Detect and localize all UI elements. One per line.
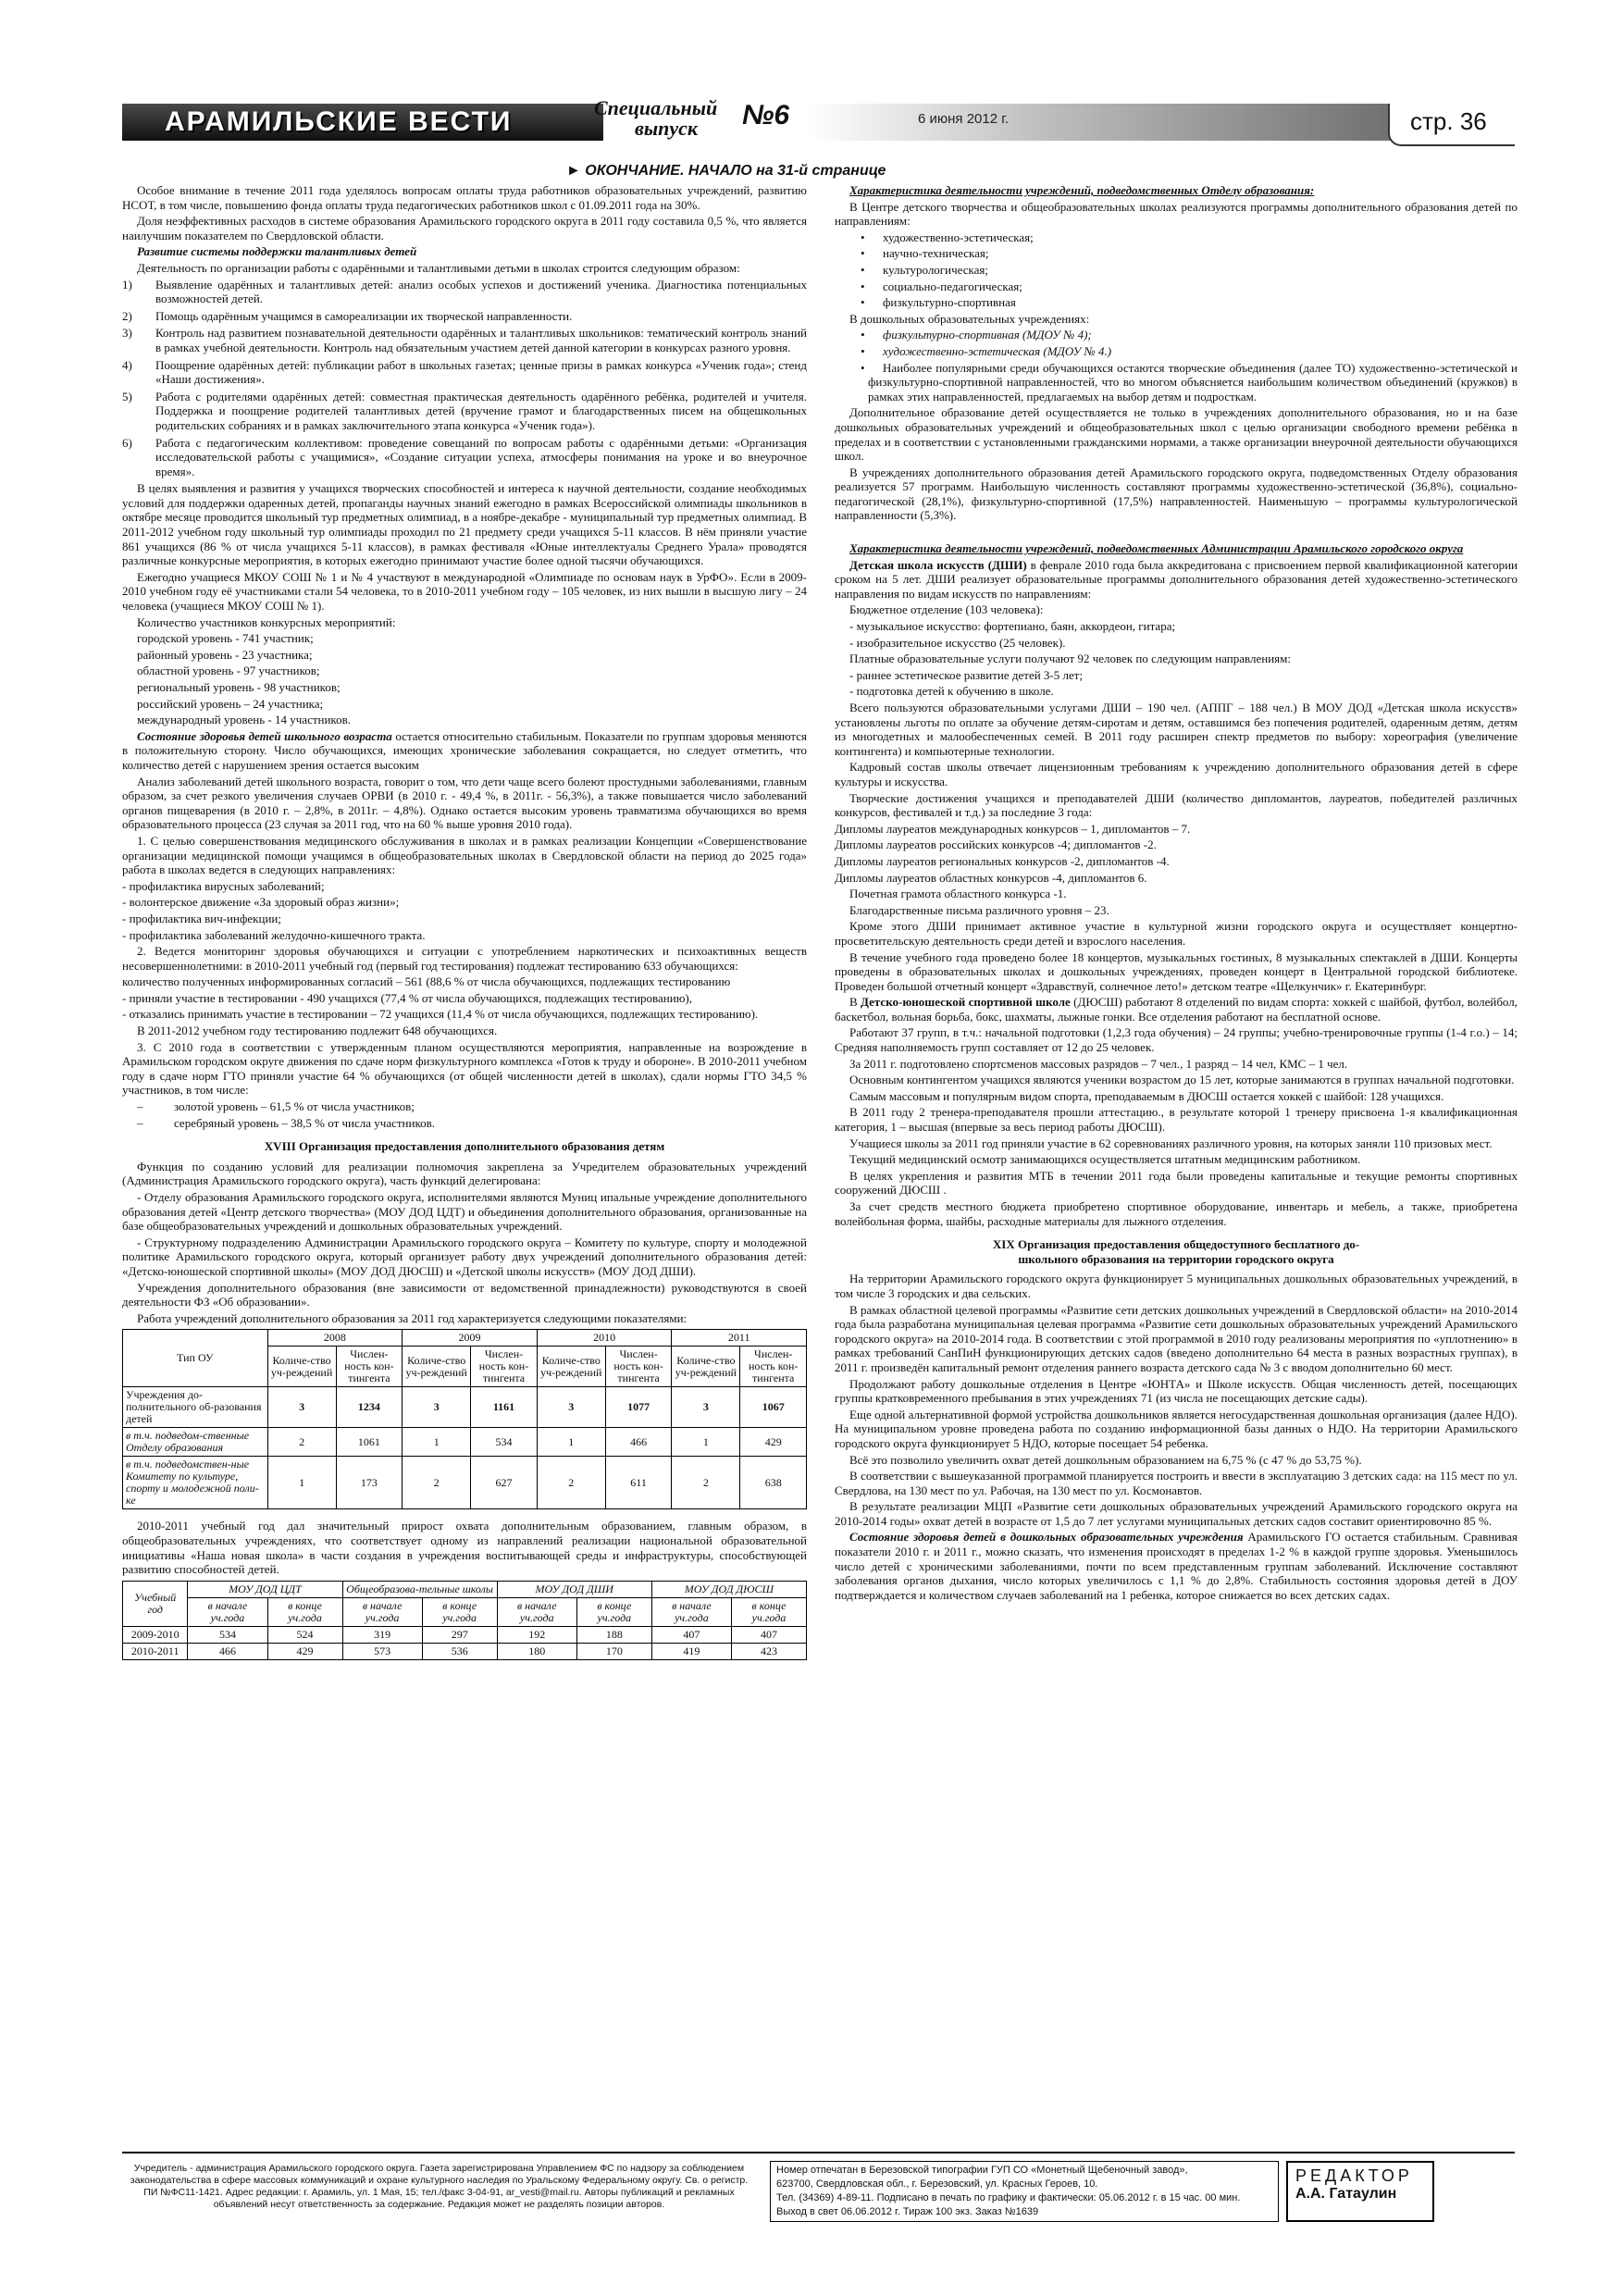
paragraph: Детская школа искусств (ДШИ) в феврале 2010 года была аккредитована с присвоением первой квалификационной категории сроком на 5 лет. ДШИ реализует образовательные программы дополнительного образования детей художественно-эстетического направления по видам искусств по направлениям: (835, 557, 1518, 601)
paragraph: В учреждениях дополнительного образования детей Арамильского городского округа, подведомственных Отделу образования реализуется 57 программ. Наибольшую численность составляют программы художественно-эстетической (36,8%), социально-педагогической (28,1%), физкультурно-спортивной (17,5%) направленностей. Наименьшую – программы культурологической направленности (5,3%). (835, 465, 1518, 523)
table-header: 2011 (672, 1330, 807, 1347)
table-header: в конце уч.года (267, 1597, 342, 1626)
dshi-line: - подготовка детей к обучению в школе. (849, 684, 1054, 699)
paragraph: Дополнительное образование детей осуществляется не только в учреждениях дополнительного образования, но и на базе дошкольных образовательных учреждений и общеобразовательных школ с целью организации свободного времени ребёнка в пределах и в соответствии с установленными гражданскими нормами, а также организации внеурочной деятельности обучающихся школ. (835, 405, 1518, 464)
paragraph: Основным контингентом учащихся являются ученики возрастом до 15 лет, которые занимаются в группах начальной подготовки. (849, 1073, 1515, 1087)
paragraph: Учреждения дополнительного образования (вне зависимости от ведомственной принадлежности) руководствуются в своей деятельности ФЗ «Об образовании». (122, 1280, 807, 1309)
inline-heading: Состояние здоровья детей в дошкольных образовательных учреждения (849, 1530, 1244, 1545)
coverage-table (122, 1581, 807, 1660)
paragraph: Функция по созданию условий для реализации полномочия закреплена за Учредителем образовательных учреждений (Администрация Арамильского городского округа), часть функций делегирована: (122, 1159, 807, 1188)
med-line: - профилактика вирусных заболеваний; (122, 878, 325, 893)
med-line: - профилактика вич-инфекции; (122, 911, 281, 925)
paragraph: Текущий медицинский осмотр занимающихся осуществляется штатным медицинским работником. (849, 1152, 1361, 1167)
gto-line: – золотой уровень – 61,5 % от числа участников; (137, 1099, 415, 1114)
inline-heading: Детско-юношеской спортивной школе (861, 995, 1071, 1010)
table-header: Числен-ность кон-тингента (336, 1347, 403, 1387)
paragraph: Анализ заболеваний детей школьного возраста, говорит о том, что дети чаще всего болеют простудными заболеваниями, главным образом, за счет резкого увеличения случаев ОРВИ (в 2010 г. - 49,4 %, в 2011г. - 56,3%), а также повышается число заболеваний органов пищеварения (в 2010 г. – 2,8%, в 2011г. – 4,8%). Однако остается высоким уровень травматизма обучающихся во время образовательного процесса (23 случая за 2011 год, что на 60 % выше уровня 2010 года). (122, 774, 807, 832)
paragraph: В течение учебного года проведено более 18 концертов, музыкальных гостиных, 8 музыкальных спектаклей в ДШИ. Концерты проведены в образовательных школах и дошкольных учреждениях, проведен концерт в Центральной городской библиотеке. Проведен большой отчетный концерт «Здравствуй, солнечное лето!» детском театре «Щелкунчик» г. Екатеринбург. (835, 949, 1518, 993)
issue-number: №6 (742, 100, 790, 130)
gto-line: – серебряный уровень – 38,5 % от числа участников. (137, 1115, 436, 1130)
print-info: Номер отпечатан в Березовской типографии ГУП СО «Монетный Щебеночный завод», 623700, Свердловская обл., г. Березовский, ул. Красных Героев, 10. Тел. (34369) 4-89-11. Подписано в печать по графику и фактически: 05.06.2012 г. в 15 час. 00 мин. Выход в свет 06.06.2012 г. Тираж 100 экз. Заказ №1639 (770, 2161, 1279, 2222)
paragraph: В 2011-2012 учебном году тестированию подлежит 648 обучающихся. (137, 1024, 498, 1038)
paragraph: Работа учреждений дополнительного образования за 2011 год характеризуется следующими показателями: (137, 1310, 688, 1325)
table-row: в т.ч. подведом-ственные Отделу образования 2 1061 1 534 1 466 1 429 (123, 1428, 807, 1457)
editor-name: А.А. Гатаулин (1295, 2186, 1397, 2202)
test-line: количество полученных информированных согласий – 561 (88,6 % от числа обучающихся, подлежащих тестированию (122, 974, 731, 989)
special-issue-line1: Специальный (594, 96, 718, 119)
section-heading: Характеристика деятельности учреждений, подведомственных Отделу образования: (849, 183, 1315, 197)
med-line: - профилактика заболеваний желудочно-кишечного тракта. (122, 927, 426, 942)
paragraph: Доля неэффективных расходов в системе образования Арамильского городского округа в 2011 году составила 0,5 %, что является наилучшим показателем по Свердловской области. (122, 214, 807, 242)
bullet-item: • физкультурно-спортивная (МДОУ № 4); (835, 328, 1518, 342)
section-heading: Развитие системы поддержки талантливых детей (137, 244, 417, 259)
table-header: МОУ ДОД ЦДТ (188, 1581, 342, 1597)
table-header: Количе-ство уч-реждений (267, 1347, 336, 1387)
masthead (122, 96, 1515, 141)
table-header: в начале уч.года (342, 1597, 422, 1626)
table-header: в начале уч.года (188, 1597, 267, 1626)
table-header: Числен-ность кон-тингента (605, 1347, 672, 1387)
paragraph: В Центре детского творчества и общеобразовательных школах реализуются программы дополнительного образования детей по направлениям: (835, 199, 1518, 229)
table-row: 2010-2011 466 429 573 536 180 170 419 423 (123, 1643, 807, 1659)
paragraph: 1. С целью совершенствования медицинского обслуживания в школах и в рамках реализации Концепции «Совершенствование организации медицинской помощи учащимся в общеобразовательных школах в Свердловской области на период до 2025 года» работа в школах ведется в следующих направлениях: (122, 833, 807, 877)
table-header: МОУ ДОД ДШИ (497, 1581, 651, 1597)
table-header: 2009 (403, 1330, 538, 1347)
list-item: 6) Работа с педагогическим коллективом: проведение совещаний по вопросам работы с одарёнными детьми: «Организация исследовательской работы с учащимися», «Создание ситуации успеха, атмосферы понимания на уроке и во внеурочное время». (122, 435, 807, 478)
table-header: в конце уч.года (422, 1597, 497, 1626)
talent-list (122, 278, 807, 479)
award-line: Дипломы лауреатов российских конкурсов -4; дипломантов -2. (835, 838, 1157, 852)
table-header: в начале уч.года (497, 1597, 576, 1626)
table-header: Общеобразова-тельные школы (342, 1581, 497, 1597)
table-header: 2008 (267, 1330, 403, 1347)
table-header: в начале уч.года (651, 1597, 731, 1626)
count-line: городской уровень - 741 участник; (137, 631, 314, 646)
section-heading: Характеристика деятельности учреждений, подведомственных Администрации Арамильского городского округа (849, 541, 1464, 556)
paragraph: Деятельность по организации работы с одарёнными и талантливыми детьми в школах строится следующим образом: (137, 260, 740, 275)
bullet-item: • физкультурно-спортивная (835, 295, 1518, 310)
award-line: Дипломы лауреатов международных конкурсов – 1, дипломантов – 7. (835, 821, 1191, 836)
footer (122, 2152, 1515, 2228)
count-line: российский уровень – 24 участника; (137, 696, 324, 711)
table-header: Числен-ность кон-тингента (740, 1347, 807, 1387)
page-number: стр. 36 (1410, 107, 1487, 135)
dshi-line: Платные образовательные услуги получают 92 человек по следующим направлениям: (849, 652, 1291, 666)
table-header: Количе-ство уч-реждений (403, 1347, 471, 1387)
table-header: Тип ОУ (123, 1330, 268, 1387)
table-header: Учебный год (123, 1581, 188, 1626)
founder-info: Учредитель - администрация Арамильского городского округа. Газета зарегистрирована Управлением ФС по надзору за соблюдением законодательства в сфере массовых коммуникаций и охране культурного наследия по Уральскому Федеральному округу. Св. о регистр. ПИ №ФС11-1421. Адрес редакции: г. Арамиль, ул. 1 Мая, 15; тел./факс 3-04-91, ar_vesti@mail.ru. Авторы публикаций и рекламных объявлений несут ответственность за содержание. Редакция может не разделять позиции авторов. (130, 2163, 749, 2210)
paragraph: В рамках областной целевой программы «Развитие сети детских дошкольных учреждений в Свердловской области» на 2010-2014 года была разработана муниципальная целевая программа «Развитие сети дошкольных образовательных учреждений Арамильского городского округа» на 2010-2014 года. В соответствии с этой программой в 2010 году реализованы мероприятия по «уплотнению» в рамках требований СанПиН функционирующих детских садов (введено дополнительно 64 места в разных возрастных группах), в 2011 г. произведён капитальный ремонт отделения раннего возраста детского сада № 3 с вводом дополнительно 60 мест. (835, 1302, 1518, 1374)
paragraph: За счет средств местного бюджета приобретено спортивное оборудование, инвентарь и мебель, а также, приобретена волейбольная форма, шайбы, расходные материалы для лыжного отделения. (835, 1199, 1518, 1228)
table-header: 2010 (537, 1330, 672, 1347)
spacer (835, 525, 1518, 541)
bullet-item: • Наиболее популярными среди обучающихся остаются творческие объединения (далее ТО) художественно-эстетической и физкультурно-спортивной направленностей, что во многом объясняется наибольшим количеством объединений (кружков) в рамках этих направленностей, предлагаемых на выбор детям и подросткам. (835, 361, 1518, 404)
award-line: Дипломы лауреатов областных конкурсов -4, дипломантов 6. (835, 870, 1147, 885)
list-item: 3) Контроль над развитием познавательной деятельности одарённых и талантливых школьников: тематический контроль знаний в рамках учебной деятельности. Контроль над обязательным участием детей данной категории в конкурсах разного уровня. (122, 326, 807, 354)
paragraph: Продолжают работу дошкольные отделения в Центре «ЮНТА» и Школе искусств. Общая численность детей, посещающих группы кратковременного пребывания в этих учреждениях 71 (из числа не посещающих детские сады). (835, 1376, 1518, 1406)
paragraph: 2010-2011 учебный год дал значительный прирост охвата дополнительным образованием, главным образом, в общеобразовательных учреждениях, что соответствует одному из направлений реализации национальной образовательной инициативы «Наша новая школа» в части создания в учреждения воспитывающей среды и инфраструктуры, способствующей развитию способностей детей. (122, 1519, 807, 1577)
paragraph: В Детско-юношеской спортивной школе (ДЮСШ) работают 8 отделений по видам спорта: хоккей с шайбой, футбол, волейбол, баскетбол, вольная борьба, бокс, шахматы, лыжные гонки. Все отделения работают на бесплатной основе. (835, 995, 1518, 1024)
paragraph: За 2011 г. подготовлено спортсменов массовых разрядов – 7 чел., 1 разряд – 14 чел, КМС – 1 чел. (849, 1056, 1348, 1071)
newspaper-title: АРАМИЛЬСКИЕ ВЕСТИ (165, 106, 513, 137)
editor-box (1286, 2161, 1434, 2222)
inline-heading: Детская школа искусств (ДШИ) (849, 557, 1027, 572)
paragraph: Творческие достижения учащихся и преподавателей ДШИ (количество дипломантов, лауреатов, победителей различных конкурсов, фестивалей и т.д.) за последние 3 года: (835, 790, 1518, 820)
paragraph: Всего пользуются образовательными услугами ДШИ – 190 чел. (АППГ – 188 чел.) В МОУ ДОД «Детская школа искусств» установлены льготы по оплате за обучение детям-сиротам и детям, оставшимся без попечения родителей, одаренным детям, детям из многодетных и малообеспеченных семей. В 2011 году расширен спектр предметов по выбору: хореография (увеличение контингента) и компьютерные технологии. (835, 701, 1518, 758)
paragraph: В дошкольных образовательных учреждениях: (849, 311, 1090, 326)
section-title: XIX Организация предоставления общедоступного бесплатного до- школьного образования на территории городского округа (992, 1237, 1360, 1266)
paragraph: В целях укрепления и развития МТБ в течении 2011 года были проведены капитальные и текущие ремонты спортивных сооружений ДЮСШ . (835, 1168, 1518, 1198)
paragraph: Ежегодно учащиеся МКОУ СОШ № 1 и № 4 участвуют в международной «Олимпиаде по основам наук в УрФО». Если в 2009-2010 учебном году её участниками стали 54 человека, то в 2010-2011 учебном году – 105 человек, из них вышли в высшую лигу – 24 человека (учащиеся МКОУ СОШ № 1). (122, 569, 807, 614)
table-header: в конце уч.года (576, 1597, 651, 1626)
paragraph: Самым массовым и популярным видом спорта, преподаваемым в ДЮСШ остается хоккей с шайбой: 128 учащихся. (849, 1088, 1444, 1103)
award-line: Дипломы лауреатов региональных конкурсов -2, дипломантов -4. (835, 853, 1170, 868)
bullet-item: • социально-педагогическая; (835, 279, 1518, 294)
paragraph: В соответствии с вышеуказанной программой планируется построить и ввести в эксплуатацию 3 детских сада: на 115 мест по ул. Свердлова, на 130 мест по ул. Рабочая, на 130 мест по ул. Космонавтов. (835, 1469, 1518, 1497)
list-item: 5) Работа с родителями одарённых детей: совместная практическая деятельность одарённого ребёнка, родителей и учителя. Поддержка и поощрение родителей талантливых детей (вручение грамот и благодарственных писем на общешкольных родительских собраниях и в рамках заключительного этапа конкурса «Ученик года»). (122, 389, 807, 432)
paragraph: Кадровый состав школы отвечает лицензионным требованиям к учреждению дополнительного образования детей в сфере культуры и искусства. (835, 760, 1518, 788)
paragraph: Учащиеся школы за 2011 год приняли участие в 62 соревнованиях различного уровня, на которых заняли 110 призовых мест. (849, 1136, 1493, 1150)
paragraph: Еще одной альтернативной формой устройства дошкольников является негосударственная дошкольная организация (далее НДО). На муниципальном уровне проведена работа по созданию информационной базы данных о НДО. На территории Арамильского городского округа функционирует 5 НДО, которые посещает 54 ребенка. (835, 1407, 1518, 1450)
dshi-line: - раннее эстетическое развитие детей 3-5 лет; (849, 667, 1084, 682)
test-line: - отказались принимать участие в тестировании – 72 учащихся (11,4 % от числа обучающихся, подлежащих тестированию). (122, 1007, 759, 1022)
bullet-item: • научно-техническая; (835, 246, 1518, 261)
award-line: Благодарственные письма различного уровня – 23. (849, 902, 1109, 917)
inline-heading: Состояние здоровья детей школьного возраста (137, 728, 392, 743)
paragraph: Всё это позволило увеличить охват детей дошкольным образованием на 6,75 % (с 47 % до 53,75 %). (849, 1452, 1362, 1467)
med-line: - волонтерское движение «За здоровый образ жизни»; (122, 895, 400, 910)
table-header: в конце уч.года (732, 1597, 807, 1626)
dshi-line: - изобразительное искусство (25 человек). (849, 635, 1066, 650)
right-column (835, 183, 1518, 1604)
special-issue-label (594, 98, 717, 139)
paragraph: 2. Ведется мониторинг здоровья обучающихся и ситуации с употреблением наркотических и психоактивных веществ несовершеннолетними: в 2010-2011 учебный год (первый год тестирования) подлежат тестированию 633 обучающихся: (122, 944, 807, 973)
award-line: Почетная грамота областного конкурса -1. (849, 887, 1067, 901)
page-number-tab (1388, 104, 1515, 146)
count-line: международный уровень - 14 участников. (137, 713, 351, 727)
left-column (122, 183, 807, 1669)
paragraph: - Отделу образования Арамильского городского округа, исполнителями являются Муниц ипальные учреждение дополнительного образования детей «Центр детского творчества» (МОУ ДОД ЦДТ) и объединения дополнительного образования, организованные на базе общеобразовательных учреждений и дошкольных образовательных учреждений. (122, 1190, 807, 1234)
table-header: Числен-ность кон-тингента (471, 1347, 538, 1387)
institutions-table (122, 1329, 807, 1509)
list-item: 2) Помощь одарённым учащимся в самореализации их творческой направленности. (122, 308, 573, 323)
continuation-note: ► ОКОНЧАНИЕ. НАЧАЛО на 31-й странице (566, 163, 886, 179)
paragraph: Особое внимание в течение 2011 года уделялось вопросам оплаты труда работников образовательных учреждений, развитию НСОТ, в том числе, повышению фонда оплаты труда педагогических работников школ с 01.09.2011 года на 30%. (122, 183, 807, 212)
paragraph: Кроме этого ДШИ принимает активное участие в культурной жизни городского округа и осуществляет концертно-просветительскую деятельность среди детей и взрослого населения. (835, 919, 1518, 948)
bullet-item: • художественно-эстетическая; (835, 230, 1518, 245)
dshi-line: - музыкальное искусство: фортепиано, баян, аккордеон, гитара; (849, 619, 1176, 634)
count-line: региональный уровень - 98 участников; (137, 680, 341, 694)
paragraph: В результате реализации МЦП «Развитие сети дошкольных образовательных учреждений Арамильского городского округа на 2010-2014 годы» охват детей в возрасте от 1,5 до 7 лет услугами муниципальных детских садов составит ориентировочно 85 %. (835, 1499, 1518, 1528)
editor-label: РЕДАКТОР (1295, 2166, 1413, 2185)
paragraph: - Структурному подразделению Администрации Арамильского городского округа – Комитету по культуре, спорту и молодежной политике Арамильского городского округа, который организует работу двух учреждений дополнительного образования детей: «Детско-юношеской спортивной школы» (МОУ ДОД ДЮСШ) и «Детской школы искусств» (МОУ ДОД ДШИ). (122, 1235, 807, 1278)
paragraph: Работают 37 групп, в т.ч.: начальной подготовки (1,2,3 года обучения) – 24 группы; учебно-тренировочные группы (1-4 г.о.) – 14; Средняя наполняемость групп составляет от 12 до 25 человек. (835, 1025, 1518, 1055)
bullet-item: • культурологическая; (835, 263, 1518, 278)
paragraph: Состояние здоровья детей школьного возраста остается относительно стабильным. Показатели по группам здоровья меняются в положительную сторону. Число обучающихся, имеющих хронические заболевания сокращается, но следует отметить, что количество детей с нарушением зрения остается высоким (122, 728, 807, 772)
paragraph: Количество участников конкурсных мероприятий: (137, 614, 396, 629)
test-line: - приняли участие в тестировании - 490 учащихся (77,4 % от числа обучающихся, подлежащих тестированию), (122, 990, 692, 1005)
paragraph: 3. С 2010 года в соответствии с утвержденным планом осуществляются мероприятия, направленные на возрождение в Арамильском городском округе движения по сдаче норм физкультурного комплекса «Готов к труду и обороне». В 2010-2011 учебном году в сдаче норм ГТО приняли участие 64 % обучающихся (от общей численности детей в школах), сдали нормы ГТО 34,5 % участников, в том числе: (122, 1039, 807, 1098)
table-header: Количе-ство уч-реждений (537, 1347, 605, 1387)
table-row: 2009-2010 534 524 319 297 192 188 407 407 (123, 1626, 807, 1643)
count-line: областной уровень - 97 участников; (137, 664, 320, 678)
dshi-line: Бюджетное отделение (103 человека): (849, 602, 1044, 617)
list-item: 1) Выявление одарённых и талантливых детей: анализ особых успехов и достижений ученика. Диагностика потенциальных возможностей детей. (122, 277, 807, 306)
section-title: XVIII Организация предоставления дополнительного образования детям (264, 1139, 665, 1154)
paragraph: В целях выявления и развития у учащихся творческих способностей и интереса к научной деятельности, создание необходимых условий для поддержки одаренных детей, пропаганды научных знаний ежегодно в рамках Всероссийской олимпиады школьников в октябре месяце проводится школьный тур предметных олимпиад, в а ноябре-декабре - муниципальный тур предметных олимпиад. В 2011-2012 учебном году школьный тур олимпиады проходил по 21 предмету среди учащихся 5-11 классов. В нём приняли участие 861 учащихся (86 % от числа учащихся 5-11 классов), в рамках фестиваля «Юные интеллектуалы Среднего Урала» проводятся различные конкурсные мероприятия, в которых ежегодно принимают участие более одной тысячи обучающихся. (122, 481, 807, 568)
paragraph: На территории Арамильского городского округа функционирует 5 муниципальных дошкольных образовательных учреждений, в том числе 3 городских и два сельских. (835, 1272, 1518, 1300)
paragraph: Состояние здоровья детей в дошкольных образовательных учреждения Арамильского ГО остается стабильным. Сравнивая показатели 2010 г. и 2011 г., можно сказать, что изменения происходят в пределах 1-2 % в каждой группе здоровья. Уменьшилось число детей с хроническими заболеваниями, почти по всем представленным группам заболеваний. Исключение составляют заболевания органов дыхания, число которых увеличилось с 1,1 % до 2,8%. Стабильность состояния здоровья детей в ДОУ подтверждается и количеством случаев заболеваний на 1 ребенка, которое снижается во всех детских садах. (835, 1530, 1518, 1602)
issue-date: 6 июня 2012 г. (918, 111, 1010, 127)
bullet-item: • художественно-эстетическая (МДОУ № 4.) (835, 344, 1518, 359)
paragraph: В 2011 году 2 тренера-преподавателя прошли аттестацию., в результате которой 1 тренеру присвоена 1-я квалификационная категория, 1 – высшая (впервые за весь период работы ДЮСШ). (835, 1105, 1518, 1135)
special-issue-line2: выпуск (635, 117, 699, 140)
list-item: 4) Поощрение одарённых детей: публикации работ в школьных газетах; ценные призы в рамках конкурса «Ученик года»; стенд «Наши достижения». (122, 357, 807, 387)
table-header: Количе-ство уч-реждений (672, 1347, 740, 1387)
count-line: районный уровень - 23 участника; (137, 647, 313, 662)
table-row: в т.ч. подведомствен-ные Комитету по культуре, спорту и молодежной поли-ке 1 173 2 627 2 611 2 638 (123, 1457, 807, 1509)
table-header: МОУ ДОД ДЮСШ (651, 1581, 806, 1597)
table-row: Учреждения до-полнительного об-разования детей 3 1234 3 1161 3 1077 3 1067 (123, 1387, 807, 1428)
